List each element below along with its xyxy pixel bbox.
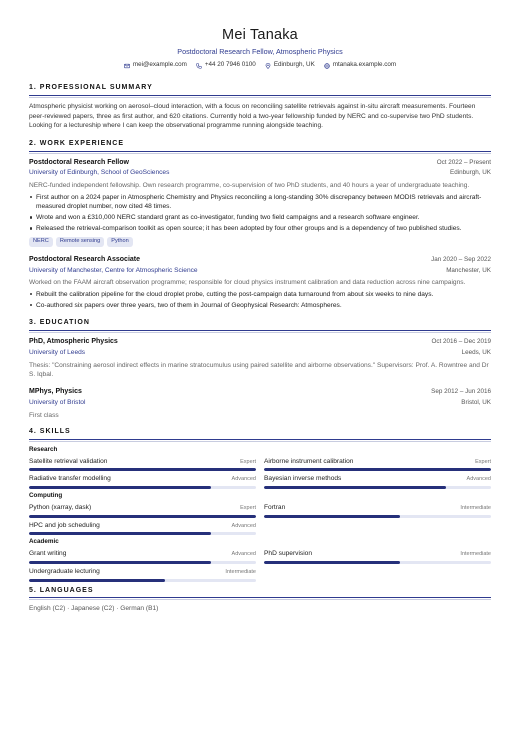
job-bullet: Wrote and won a £310,000 NERC standard grant as co-investigator, funding two field campaigns and a research software engineer.	[29, 213, 491, 223]
skill-name: PhD supervision	[264, 550, 313, 558]
skill-bar	[264, 486, 491, 489]
contact-website-text: mtanaka.example.com	[332, 61, 397, 69]
contact-location-text: Edinburgh, UK	[273, 61, 315, 69]
job-bullets	[29, 193, 491, 234]
skill-name: Grant writing	[29, 550, 67, 558]
skill-item	[29, 521, 256, 536]
languages-section	[29, 586, 491, 614]
skill-name: Satellite retrieval validation	[29, 457, 108, 465]
summary-section	[29, 83, 491, 130]
skill-bar	[29, 515, 256, 518]
tag: NERC	[29, 237, 53, 247]
contact-phone-text: +44 20 7946 0100	[204, 61, 256, 69]
contact-website[interactable]	[324, 61, 396, 70]
skill-level: Advanced	[466, 476, 491, 483]
skill-bar	[29, 486, 256, 489]
education-description: Thesis: "Constraining aerosol indirect effects in marine stratocumulus using paired satellite and airborne observations." Supervisors: Prof. A. Rowntree and Dr S. Iqbal.	[29, 361, 489, 379]
experience-section	[29, 139, 491, 311]
skill-bar-fill	[29, 515, 256, 518]
skill-name: Radiative transfer modelling	[29, 475, 111, 483]
skill-bar-fill	[29, 468, 256, 471]
skill-level: Expert	[475, 458, 491, 465]
skill-name: Bayesian inverse methods	[264, 475, 342, 483]
skill-level: Intermediate	[225, 568, 256, 575]
degree: MPhys, Physics	[29, 387, 82, 395]
job-description: Worked on the FAAM aircraft observation programme; responsible for cloud physics instrument calibration and data reduction across nine campaigns.	[29, 279, 466, 287]
job-location: Edinburgh, UK	[450, 169, 491, 177]
skill-bar	[264, 561, 491, 564]
job-location: Manchester, UK	[446, 266, 491, 274]
job-bullet: First author on a 2024 paper in Atmospheric Chemistry and Physics reconciling a long-standing 30% discrepancy between MODIS retrievals and aircraft-measured droplet number, now cited 48 times.	[29, 193, 491, 212]
section-title: 4. SKILLS	[29, 427, 491, 440]
contact-location	[265, 61, 315, 70]
job-dates: Jan 2020 – Sep 2022	[431, 255, 491, 263]
tag-list	[29, 237, 491, 247]
skill-grid	[29, 457, 491, 489]
skills-section	[29, 427, 491, 581]
skill-bar-fill	[264, 515, 400, 518]
skill-item	[264, 503, 491, 518]
education-dates: Sep 2012 – Jun 2016	[431, 387, 491, 395]
languages-text: English (C2) · Japanese (C2) · German (B1)	[29, 605, 159, 613]
skill-group-label: Academic	[29, 538, 59, 546]
skill-bar	[264, 468, 491, 471]
skill-item	[264, 457, 491, 472]
education-entry	[29, 337, 491, 380]
education-description: First class	[29, 411, 59, 419]
contact-email[interactable]	[124, 61, 187, 70]
skill-name: Airborne instrument calibration	[264, 457, 354, 465]
skill-bar	[264, 515, 491, 518]
skill-item	[29, 474, 256, 489]
job-title: Postdoctoral Research Associate	[29, 255, 141, 263]
education-entry	[29, 387, 491, 420]
skill-level: Advanced	[231, 551, 256, 558]
phone-icon	[196, 62, 203, 69]
job-bullet: Co-authored six papers over three years, two of them in Journal of Geophysical Research: Atmospheres.	[29, 301, 491, 311]
job-bullets	[29, 290, 491, 311]
contact-list	[29, 61, 491, 70]
tag: Python	[107, 237, 132, 247]
skill-level: Intermediate	[460, 551, 491, 558]
skill-bar	[29, 579, 256, 582]
skill-name: HPC and job scheduling	[29, 521, 100, 529]
section-title: 3. EDUCATION	[29, 318, 491, 331]
globe-icon	[324, 62, 331, 69]
section-title: 2. WORK EXPERIENCE	[29, 139, 491, 152]
education-location: Leeds, UK	[461, 349, 491, 357]
summary-text: Atmospheric physicist working on aerosol–cloud interaction, with a focus on reconciling satellite retrievals against in-situ aircraft measurements. Fourteen peer-reviewed papers, three as first author, and 620 citations. Currently hold a two-year fellowship funded by NERC and co-supervise two PhD students. Looking for a lectureship where I can keep the observational programme running alongside teaching.	[29, 103, 476, 130]
skill-item	[29, 457, 256, 472]
skill-item	[29, 503, 256, 518]
contact-phone[interactable]	[196, 61, 256, 70]
school: University of Leeds	[29, 349, 86, 357]
skill-bar	[29, 532, 256, 535]
job-org: University of Edinburgh, School of GeoSciences	[29, 169, 170, 177]
job-entry	[29, 255, 491, 311]
skill-bar-fill	[29, 579, 165, 582]
skill-name: Undergraduate lecturing	[29, 567, 100, 575]
job-bullet: Released the retrieval-comparison toolkit as open source; it has been adopted by four other groups and is a dependency of two published studies.	[29, 224, 491, 234]
skill-level: Advanced	[231, 522, 256, 529]
header	[29, 27, 491, 70]
skill-bar	[29, 468, 256, 471]
tag: Remote sensing	[56, 237, 104, 247]
skill-bar-fill	[264, 561, 400, 564]
mail-icon	[124, 62, 131, 69]
school: University of Bristol	[29, 398, 86, 406]
location-icon	[265, 62, 272, 69]
headline: Postdoctoral Research Fellow, Atmospheric Physics	[177, 47, 343, 57]
skill-item	[29, 549, 256, 564]
skill-bar-fill	[264, 486, 446, 489]
skill-bar-fill	[29, 532, 211, 535]
job-dates: Oct 2022 – Present	[436, 158, 491, 166]
skill-grid	[29, 503, 491, 535]
skill-level: Advanced	[231, 476, 256, 483]
skill-level: Expert	[240, 504, 256, 511]
education-location: Bristol, UK	[461, 398, 491, 406]
degree: PhD, Atmospheric Physics	[29, 338, 118, 346]
education-section	[29, 318, 491, 420]
skill-item	[264, 474, 491, 489]
skill-item	[29, 567, 256, 582]
contact-email-text: mei@example.com	[132, 61, 187, 69]
skill-bar-fill	[29, 561, 211, 564]
skill-bar-fill	[264, 468, 491, 471]
skill-grid	[29, 549, 491, 581]
skill-level: Intermediate	[460, 504, 491, 511]
education-dates: Oct 2016 – Dec 2019	[431, 338, 491, 346]
job-org: University of Manchester, Centre for Atmospheric Science	[29, 266, 198, 274]
candidate-name: Mei Tanaka	[222, 27, 298, 43]
skill-group-label: Computing	[29, 492, 63, 500]
job-entry	[29, 158, 491, 247]
job-description: NERC-funded independent fellowship. Own research programme, co-supervision of two PhD students, and 40 hours a year of undergraduate teaching.	[29, 182, 470, 190]
section-title: 1. PROFESSIONAL SUMMARY	[29, 83, 491, 96]
skill-group-label: Research	[29, 445, 58, 453]
skill-item	[264, 549, 491, 564]
skill-name: Python (xarray, dask)	[29, 503, 92, 511]
section-title: 5. LANGUAGES	[29, 586, 491, 599]
skill-bar	[29, 561, 256, 564]
job-bullet: Rebuilt the calibration pipeline for the cloud droplet probe, cutting the post-campaign data turnaround from about six weeks to nine days.	[29, 290, 491, 300]
skill-name: Fortran	[264, 503, 286, 511]
skill-level: Expert	[240, 458, 256, 465]
job-title: Postdoctoral Research Fellow	[29, 158, 129, 166]
skill-bar-fill	[29, 486, 211, 489]
